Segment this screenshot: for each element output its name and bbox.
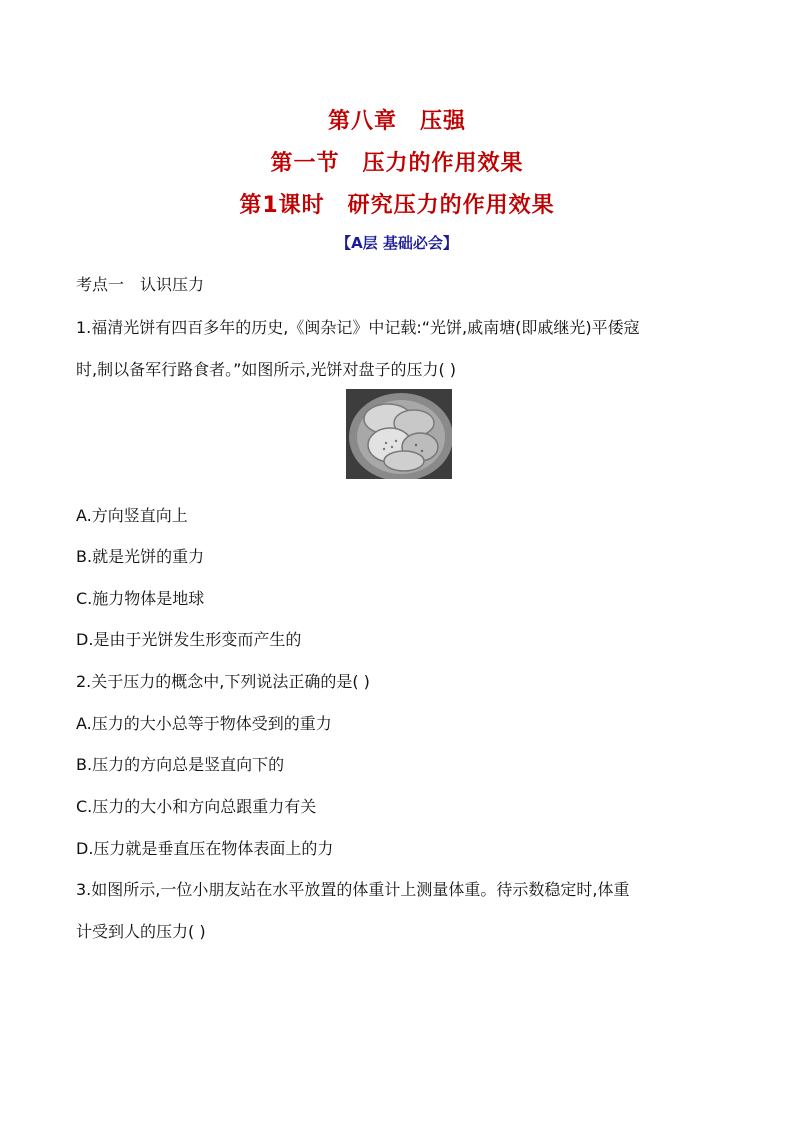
q2-option-a: A.压力的大小总等于物体受到的重力 bbox=[76, 714, 332, 733]
q1-option-c: C.施力物体是地球 bbox=[76, 589, 205, 608]
q3-stem-line2: 计受到人的压力( ) bbox=[76, 922, 206, 941]
q2-option-b: B.压力的方向总是竖直向下的 bbox=[76, 755, 285, 774]
q1-option-b: B.就是光饼的重力 bbox=[76, 547, 205, 566]
q1-option-d: D.是由于光饼发生形变而产生的 bbox=[76, 630, 302, 649]
q1-stem-line2: 时,制以备军行路食者。”如图所示,光饼对盘子的压力( ) bbox=[76, 360, 457, 379]
q1-stem-line1: 1.福清光饼有四百多年的历史,《闽杂记》中记载:“光饼,戚南塘(即戚继光)平倭寇 bbox=[76, 318, 640, 337]
guangbing-plate-image bbox=[346, 389, 452, 479]
q3-stem-line1: 3.如图所示,一位小朋友站在水平放置的体重计上测量体重。待示数稳定时,体重 bbox=[76, 880, 630, 899]
lesson-title: 第1课时 研究压力的作用效果 bbox=[239, 193, 555, 218]
q2-stem: 2.关于压力的概念中,下列说法正确的是( ) bbox=[76, 672, 370, 691]
section-title: 第一节 压力的作用效果 bbox=[270, 151, 524, 176]
q1-option-a: A.方向竖直向上 bbox=[76, 506, 188, 525]
layer-label: 【A层 基础必会】 bbox=[336, 234, 458, 252]
q2-option-d: D.压力就是垂直压在物体表面上的力 bbox=[76, 839, 334, 858]
q2-option-c: C.压力的大小和方向总跟重力有关 bbox=[76, 797, 317, 816]
guangbing-plate-illustration bbox=[346, 389, 452, 479]
chapter-title: 第八章 压强 bbox=[327, 109, 466, 134]
topic-heading: 考点一 认识压力 bbox=[76, 275, 205, 294]
